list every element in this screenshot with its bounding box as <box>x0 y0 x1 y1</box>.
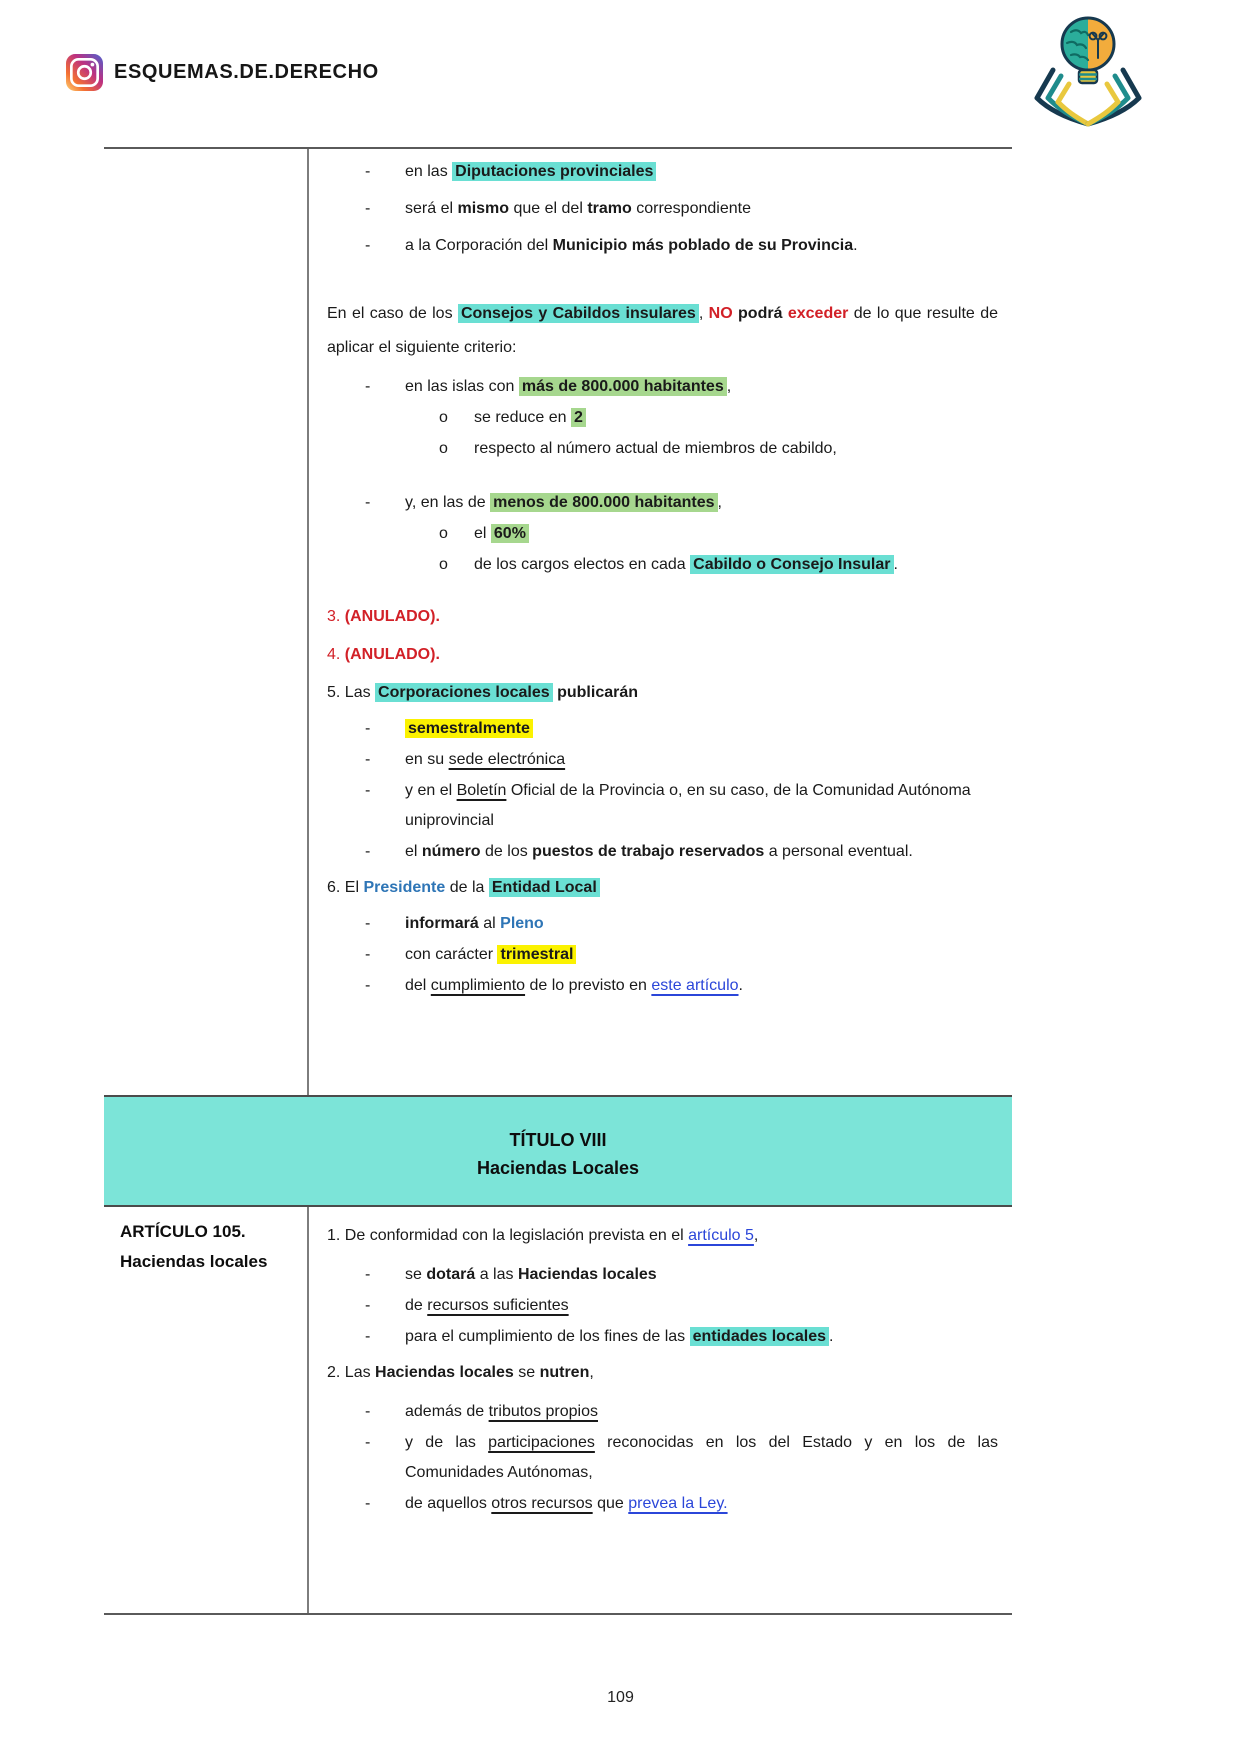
bullet-marker: o <box>439 440 448 457</box>
bullet-marker: - <box>365 1266 371 1283</box>
text-line <box>474 403 1004 433</box>
text-run: para el cumplimiento de los fines de las <box>405 1328 690 1345</box>
text-line <box>327 676 1004 710</box>
bullet-marker: - <box>365 843 371 860</box>
bullet-marker: o <box>439 409 448 426</box>
list-item <box>365 837 1004 867</box>
text-run: de lo que resulte de aplicar el siguiente criterio: <box>327 305 998 356</box>
text-run: en las islas con <box>405 378 519 395</box>
text-run: respecto al número actual de miembros de cabildo, <box>474 440 837 457</box>
text-line <box>405 372 1004 402</box>
list-item <box>365 745 1004 775</box>
list-item <box>439 519 1004 549</box>
text-line <box>405 488 1004 518</box>
text-run: tramo <box>587 200 632 217</box>
text-run: informará <box>405 915 479 932</box>
list-item <box>365 714 1004 744</box>
text-run: Presidente <box>363 879 446 896</box>
text-run: En el caso de los <box>327 305 458 322</box>
article-105-label-cell <box>104 1207 309 1613</box>
paragraph <box>327 1219 1004 1253</box>
list-item <box>365 1291 1004 1321</box>
text-run: 6. El <box>327 879 364 896</box>
text-run: a la Corporación del <box>405 237 553 254</box>
text-run: , <box>589 1364 594 1381</box>
bullet-marker: - <box>365 494 371 511</box>
text-run: además de <box>405 1403 489 1420</box>
text-run: a las <box>475 1266 518 1283</box>
text-run: 5. Las <box>327 684 376 701</box>
text-line <box>405 909 1004 939</box>
page-number: 109 <box>607 1689 634 1706</box>
text-line <box>327 1219 1004 1253</box>
text-run: que el del <box>509 200 588 217</box>
bullet-marker: - <box>365 163 371 180</box>
bullet-marker: - <box>365 1403 371 1420</box>
text-line <box>327 297 1004 365</box>
text-line <box>405 1322 1004 1352</box>
list-item <box>365 1489 1004 1519</box>
article-105-row <box>104 1207 1012 1615</box>
text-run: podrá <box>738 305 783 322</box>
text-run: , <box>726 378 732 395</box>
list-item <box>365 194 1004 224</box>
bullet-marker: - <box>365 1434 371 1451</box>
text-run: de <box>405 1297 428 1314</box>
text-run: se <box>513 1364 540 1381</box>
text-line <box>405 1260 1004 1290</box>
article-number: ARTÍCULO 105. <box>120 1222 246 1241</box>
brand-name: ESQUEMAS.DE.DERECHO <box>114 61 379 83</box>
text-run: más de 800.000 habitantes <box>519 377 727 396</box>
text-run: semestralmente <box>405 719 533 738</box>
text-run: (ANULADO). <box>344 646 440 663</box>
text-run: entidades locales <box>690 1327 829 1346</box>
top-left-cell-empty <box>104 149 309 1095</box>
paragraph <box>327 600 1004 634</box>
bullet-marker: - <box>365 751 371 768</box>
bullet-marker: - <box>365 977 371 994</box>
text-run: Diputaciones provinciales <box>452 162 656 181</box>
text-line <box>405 940 1004 970</box>
list-item <box>439 434 1004 464</box>
text-run: 2 <box>571 408 586 427</box>
text-run: del <box>405 977 431 994</box>
text-run: que <box>592 1495 629 1512</box>
bullet-marker: - <box>365 720 371 737</box>
text-run: en las <box>405 163 453 180</box>
text-line <box>405 1489 1004 1519</box>
text-line <box>327 600 1004 634</box>
text-run: Municipio más poblado de su Provincia <box>552 237 854 254</box>
text-run: a personal eventual. <box>764 843 913 860</box>
content-table <box>104 147 1012 1615</box>
paragraph <box>327 871 1004 905</box>
text-run: Haciendas locales <box>517 1266 657 1283</box>
text-line <box>405 231 1004 261</box>
text-run: tributos propios <box>488 1403 598 1420</box>
bullet-marker: - <box>365 200 371 217</box>
text-line <box>405 157 1004 187</box>
bullet-marker: - <box>365 237 371 254</box>
text-run: de los <box>480 843 533 860</box>
list-item <box>365 1322 1004 1352</box>
text-run: NO <box>708 305 733 322</box>
list-item <box>439 550 1004 580</box>
paragraph <box>327 676 1004 710</box>
inline-link[interactable]: artículo 5 <box>688 1227 754 1244</box>
title-band-line2: Haciendas Locales <box>476 1158 640 1178</box>
text-run: . <box>738 977 743 994</box>
text-run: 4. <box>327 646 345 663</box>
text-run: mismo <box>457 200 510 217</box>
top-section-row <box>104 147 1012 1095</box>
text-line <box>405 194 1004 224</box>
text-run: y de las <box>405 1434 489 1451</box>
text-line <box>405 1291 1004 1321</box>
text-run: 3. <box>327 608 345 625</box>
text-run: de lo previsto en <box>525 977 652 994</box>
text-run: correspondiente <box>631 200 751 217</box>
inline-link[interactable]: este artículo <box>651 977 739 994</box>
text-run: , <box>753 1227 759 1244</box>
text-run: con carácter <box>405 946 498 963</box>
title-band-line1: TÍTULO VIII <box>509 1130 607 1150</box>
text-run: de los cargos electos en cada <box>474 556 691 573</box>
list-item <box>365 1397 1004 1427</box>
top-content-cell <box>309 149 1012 1095</box>
text-run: menos de 800.000 habitantes <box>490 493 717 512</box>
text-line <box>474 550 1004 580</box>
text-run: 1. De conformidad con la legislación prevista en el <box>327 1227 689 1244</box>
text-run: y, en las de <box>405 494 491 511</box>
text-run: otros recursos <box>491 1495 593 1512</box>
title-band <box>104 1095 1012 1207</box>
text-run: participaciones <box>488 1434 595 1451</box>
text-run: recursos suficientes <box>427 1297 569 1314</box>
text-run: dotará <box>426 1266 476 1283</box>
text-line <box>405 1397 1004 1427</box>
text-run: Boletín <box>456 782 507 799</box>
text-line <box>474 519 1004 549</box>
text-run: el <box>474 525 491 542</box>
bullet-marker: o <box>439 525 448 542</box>
list-item <box>365 157 1004 187</box>
text-run: el <box>405 843 422 860</box>
paragraph <box>327 638 1004 672</box>
bullet-marker: - <box>365 946 371 963</box>
text-run: Corporaciones locales <box>375 683 553 702</box>
list-item <box>365 776 1004 836</box>
text-run: nutren <box>539 1364 590 1381</box>
text-run: , <box>698 305 709 322</box>
text-run: será el <box>405 200 458 217</box>
text-run: Haciendas locales <box>375 1364 514 1381</box>
text-run: en su <box>405 751 449 768</box>
text-run: Cabildo o Consejo Insular <box>690 555 893 574</box>
instagram-icon <box>66 54 103 91</box>
text-run: . <box>828 1328 834 1345</box>
text-run: . <box>853 237 858 254</box>
bullet-marker: - <box>365 915 371 932</box>
text-run: al <box>478 915 501 932</box>
text-line <box>405 714 1004 744</box>
text-run: reconocidas en los del Estado y en los de las Comunidades Autónomas, <box>405 1434 999 1481</box>
bullet-marker: - <box>365 378 371 395</box>
text-run: . <box>893 556 898 573</box>
inline-link[interactable]: prevea la Ley. <box>628 1495 728 1512</box>
text-run: se reduce en <box>474 409 571 426</box>
article-105-content-cell <box>309 1207 1012 1613</box>
bullet-marker: - <box>365 1495 371 1512</box>
text-run: publicarán <box>557 684 639 701</box>
bullet-marker: o <box>439 556 448 573</box>
brain-bulb-book-logo <box>1026 10 1150 136</box>
text-run: cumplimiento <box>430 977 526 994</box>
text-run: 60% <box>491 524 529 543</box>
text-run: número <box>421 843 481 860</box>
list-item <box>365 372 1004 402</box>
text-run: Oficial de la Provincia o, en su caso, de la Comunidad Autónoma uniprovincial <box>405 782 971 829</box>
text-run: Consejos y Cabildos insulares <box>458 304 699 323</box>
text-line <box>405 971 1004 1001</box>
bullet-marker: - <box>365 1328 371 1345</box>
bullet-marker: - <box>365 782 371 799</box>
list-item <box>365 971 1004 1001</box>
text-run: se <box>405 1266 427 1283</box>
text-line <box>405 776 1004 836</box>
text-line <box>405 837 1004 867</box>
list-item <box>365 1260 1004 1290</box>
text-run: (ANULADO). <box>344 608 440 625</box>
bullet-marker: - <box>365 1297 371 1314</box>
text-run: y en el <box>405 782 457 799</box>
text-run: sede electrónica <box>448 751 566 768</box>
list-item <box>365 1428 1004 1488</box>
text-run: de aquellos <box>405 1495 492 1512</box>
text-run: 2. Las <box>327 1364 376 1381</box>
list-item <box>365 231 1004 261</box>
header-brand <box>66 54 379 91</box>
text-run: Pleno <box>500 915 544 932</box>
article-title: Haciendas locales <box>120 1252 268 1271</box>
text-line <box>405 1428 1004 1488</box>
text-run: puestos de trabajo reservados <box>532 843 765 860</box>
text-run: Entidad Local <box>489 878 600 897</box>
text-run: trimestral <box>497 945 576 964</box>
text-line <box>327 638 1004 672</box>
text-line <box>327 871 1004 905</box>
text-line <box>405 745 1004 775</box>
list-item <box>365 940 1004 970</box>
list-item <box>365 488 1004 518</box>
text-line <box>327 1356 1004 1390</box>
text-run: , <box>717 494 722 511</box>
paragraph <box>327 297 1004 365</box>
text-run: de la <box>445 879 489 896</box>
text-run: exceder <box>787 305 849 322</box>
paragraph <box>327 1356 1004 1390</box>
text-line <box>474 434 1004 464</box>
list-item <box>439 403 1004 433</box>
list-item <box>365 909 1004 939</box>
